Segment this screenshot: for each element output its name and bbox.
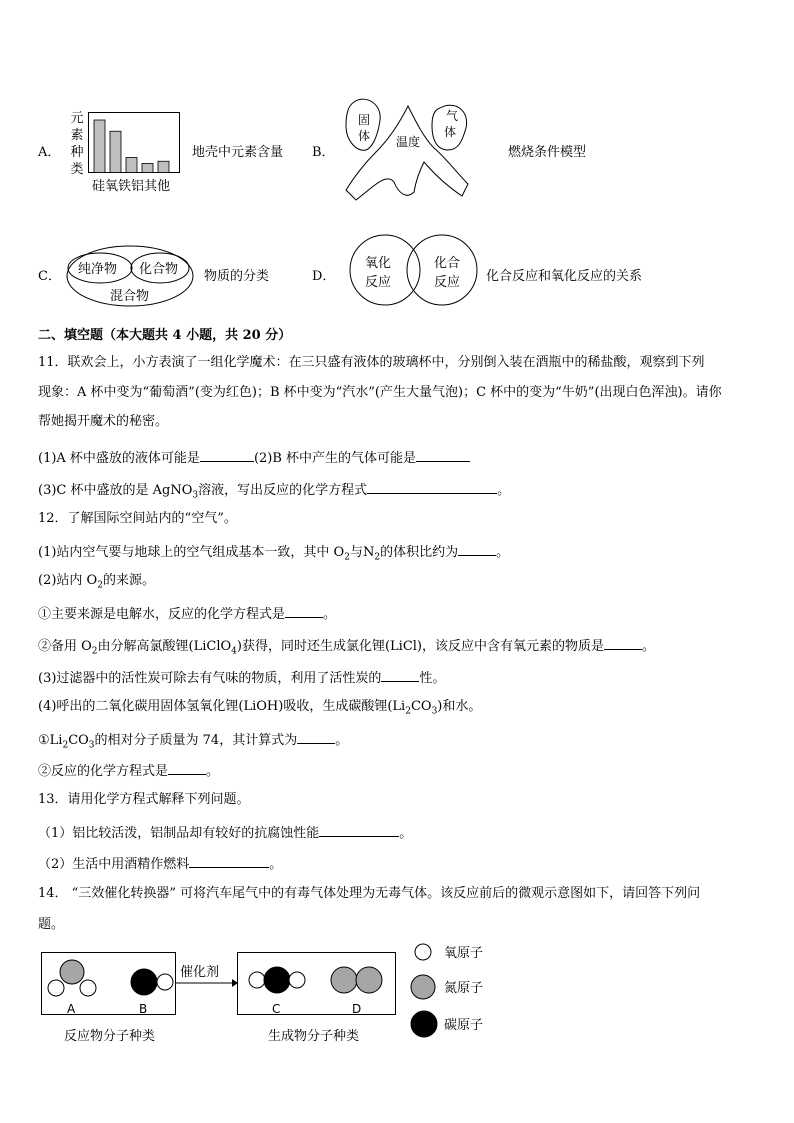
q12-p2b-mid: 由分解高氯酸锂(LiClO [97, 639, 232, 654]
q12-p4a-sub: 2 [62, 740, 69, 751]
q12-part3-line [38, 667, 445, 688]
q14-micro-diagram [38, 938, 508, 1050]
q12-p4a-end: 。 [335, 733, 349, 748]
venn-right-line1: 化合 [434, 256, 461, 271]
q12-p4-prefix: (4)呼出的二氧化碳用固体氢氧化锂(LiOH)吸收，生成碳酸锂(Li [38, 699, 406, 714]
option-a-xlabels [92, 175, 170, 194]
option-a-xlabel: 其他 [144, 179, 171, 194]
q11-part3-end: 。 [497, 483, 511, 498]
option-a-ylabel-char: 类 [70, 162, 84, 177]
q12-p4b-end: 。 [206, 764, 220, 779]
q12-part2b-line [38, 635, 655, 661]
q13-p1-end: 。 [399, 826, 413, 841]
q12-p4a-prefix: ①Li [38, 733, 63, 748]
q12-answer-blank-4[interactable] [381, 667, 419, 682]
section-title: 二、填空题（本大题共 4 小题，共 20 分） [38, 328, 292, 343]
q13-part2-line [38, 853, 282, 874]
q12-p3-end: 性。 [419, 671, 446, 686]
q12-p1-suffix: 的体积比约为 [380, 545, 459, 560]
q11-stem-line3: 帮她揭开魔术的秘密。 [38, 414, 169, 429]
option-c-classification-diagram [64, 244, 196, 310]
q12-p2-suffix: 的来源。 [102, 573, 155, 588]
q11-part3-suffix: 溶液，写出反应的化学方程式 [198, 483, 368, 498]
option-a-xlabel: 氧 [105, 179, 119, 194]
q12-answer-blank-6[interactable] [168, 760, 206, 775]
nitrogen-atom [356, 967, 382, 993]
q12-p1-prefix: (1)站内空气要与地球上的空气组成基本一致，其中 O [38, 545, 345, 560]
option-b-letter: B． [312, 145, 335, 160]
option-a-bar [110, 131, 121, 172]
option-a-ylabel-char: 种 [70, 145, 84, 160]
product-caption: 生成物分子种类 [268, 1029, 360, 1044]
q12-p2-sub: 2 [97, 580, 103, 591]
q12-p4a-suffix: 的相对分子质量为 74，其计算式为 [94, 733, 298, 748]
option-a-bar [94, 120, 105, 173]
option-a-xlabel: 铝 [131, 179, 145, 194]
option-a-ylabel-char: 元 [70, 111, 84, 126]
option-a-bar [142, 164, 153, 173]
q11-answer-blank-2[interactable] [416, 447, 470, 462]
legend-nitrogen-label: 氮原子 [444, 981, 484, 996]
q12-part4a-line [38, 729, 348, 755]
oxygen-atom [48, 980, 64, 996]
pure-label: 纯净物 [78, 262, 118, 277]
q12-answer-blank-1[interactable] [458, 541, 496, 556]
reactant-caption: 反应物分子种类 [64, 1029, 156, 1044]
q13-p2: （2）生活中用酒精作燃料 [38, 857, 190, 872]
option-d-caption: 化合反应和氧化反应的关系 [486, 269, 643, 284]
q11-part3-prefix: (3)C 杯中盛放的是 AgNO [38, 483, 193, 498]
option-c-caption: 物质的分类 [204, 269, 270, 284]
q12-p1-end: 。 [496, 545, 510, 560]
q12-p4a-mid: CO [68, 733, 89, 748]
q12-p2b-sub: 4 [231, 646, 237, 657]
oxygen-atom [80, 980, 96, 996]
option-c-letter: C． [38, 269, 61, 284]
mixture-label: 混合物 [110, 289, 150, 304]
q12-p4a-sub: 3 [88, 740, 95, 751]
q14-stem-line2: 题。 [38, 917, 65, 932]
q12-part2a-line [38, 603, 336, 624]
molecule-d-label: D [352, 1002, 362, 1016]
gas-char: 气 [446, 109, 459, 123]
q11-part1-line [38, 447, 470, 468]
q12-part2-line [38, 572, 155, 595]
q11-answer-blank-1[interactable] [200, 447, 254, 462]
option-a-ylabel [66, 110, 88, 178]
venn-left-line2: 反应 [365, 275, 392, 290]
legend-oxygen-icon [415, 944, 431, 960]
q13-p1: （1）铝比较活泼，铝制品却有较好的抗腐蚀性能 [38, 826, 320, 841]
q12-p1-mid: 与N [349, 545, 375, 560]
q11-part3-sub: 3 [192, 490, 199, 501]
option-a-bar [126, 158, 137, 173]
option-a-bar-chart [88, 112, 183, 176]
oxygen-atom [249, 972, 265, 988]
q13-p2-end: 。 [269, 857, 283, 872]
option-b-combustion-model [336, 96, 476, 214]
nitrogen-atom [60, 960, 84, 984]
q11-part2: (2)B 杯中产生的气体可能是 [253, 451, 417, 466]
legend-carbon-label: 碳原子 [444, 1018, 484, 1033]
q12-p2b-end: 。 [642, 639, 656, 654]
option-d-venn-diagram [348, 232, 480, 308]
legend-oxygen-label: 氧原子 [444, 946, 484, 961]
venn-left-line1: 氧化 [365, 256, 392, 271]
option-a-xlabel: 铁 [118, 179, 132, 194]
q12-answer-blank-2[interactable] [285, 603, 323, 618]
q12-answer-blank-5[interactable] [297, 729, 335, 744]
q11-stem-line1: 11．联欢会上，小方表演了一组化学魔术：在三只盛有液体的玻璃杯中，分别倒入装在酒瓶中的稀盐酸，观察到下列 [38, 355, 705, 370]
q13-answer-blank-2[interactable] [189, 853, 269, 868]
q12-part1-line [38, 541, 509, 567]
gas-char: 体 [444, 125, 457, 139]
solid-char: 体 [358, 129, 371, 143]
q11-part1: (1)A 杯中盛放的液体可能是 [38, 451, 200, 466]
option-a-caption: 地壳中元素含量 [192, 145, 284, 160]
compound-label: 化合物 [139, 262, 179, 277]
q12-p4-sub: 2 [405, 706, 411, 717]
q13-stem: 13．请用化学方程式解释下列问题。 [38, 792, 250, 807]
option-d-letter: D． [312, 269, 336, 284]
temperature-label: 温度 [396, 135, 421, 149]
q12-p2a: ①主要来源是电解水，反应的化学方程式是 [38, 607, 286, 622]
q12-part4-line [38, 698, 481, 721]
q14-stem-line1: 14． “三效催化转换器” 可将汽车尾气中的有毒气体处理为无毒气体。该反应前后的微观示意图如下，请回答下列问 [38, 886, 701, 901]
q13-answer-blank-1[interactable] [319, 822, 399, 837]
q12-part4b-line [38, 760, 219, 781]
q12-p4b: ②反应的化学方程式是 [38, 764, 169, 779]
q12-p2a-end: 。 [323, 607, 337, 622]
option-a-bars [94, 120, 169, 173]
option-a-letter: A． [38, 145, 61, 160]
q12-p4-suffix: )和水。 [437, 699, 482, 714]
q11-answer-blank-3[interactable] [367, 479, 497, 494]
catalyst-label: 催化剂 [180, 965, 220, 980]
molecule-a-label: A [67, 1002, 76, 1016]
carbon-atom [131, 969, 157, 995]
q12-stem: 12．了解国际空间站内的“空气”。 [38, 511, 237, 526]
legend-carbon-icon [411, 1011, 437, 1037]
option-b-caption: 燃烧条件模型 [508, 145, 587, 160]
option-a-xlabel: 硅 [92, 179, 106, 194]
q12-p1-sub: 2 [374, 552, 381, 563]
q11-stem-line2: 现象：A 杯中变为“葡萄酒”(变为红色)；B 杯中变为“汽水”(产生大量气泡)；C 杯中的变为“牛奶”(出现白色浑浊)。请你 [38, 385, 722, 400]
q12-p3: (3)过滤器中的活性炭可除去有气味的物质，利用了活性炭的 [38, 671, 382, 686]
oxygen-atom [157, 974, 173, 990]
q12-p4-mid: CO [410, 699, 432, 714]
carbon-atom [264, 967, 290, 993]
oxygen-atom [289, 972, 305, 988]
q12-p2b-prefix: ②备用 O [38, 639, 92, 654]
legend-nitrogen-icon [411, 975, 435, 999]
molecule-c-label: C [272, 1002, 281, 1016]
option-a-bar [158, 161, 169, 172]
q13-part1-line [38, 822, 412, 843]
q12-p2b-suffix: )获得，同时还生成氯化锂(LiCl)，该反应中含有氧元素的物质是 [236, 639, 605, 654]
venn-right-line2: 反应 [434, 275, 461, 290]
q12-p2b-sub: 2 [91, 646, 98, 657]
q12-p2-prefix: (2)站内 O [38, 573, 98, 588]
q12-answer-blank-3[interactable] [604, 635, 642, 650]
solid-char: 固 [358, 113, 371, 127]
option-a-ylabel-char: 素 [70, 128, 84, 143]
q12-p1-sub: 2 [344, 552, 350, 563]
q12-p4-sub: 3 [431, 706, 438, 717]
nitrogen-atom [331, 967, 357, 993]
q11-part3-line [38, 479, 510, 505]
molecule-b-label: B [139, 1002, 148, 1016]
